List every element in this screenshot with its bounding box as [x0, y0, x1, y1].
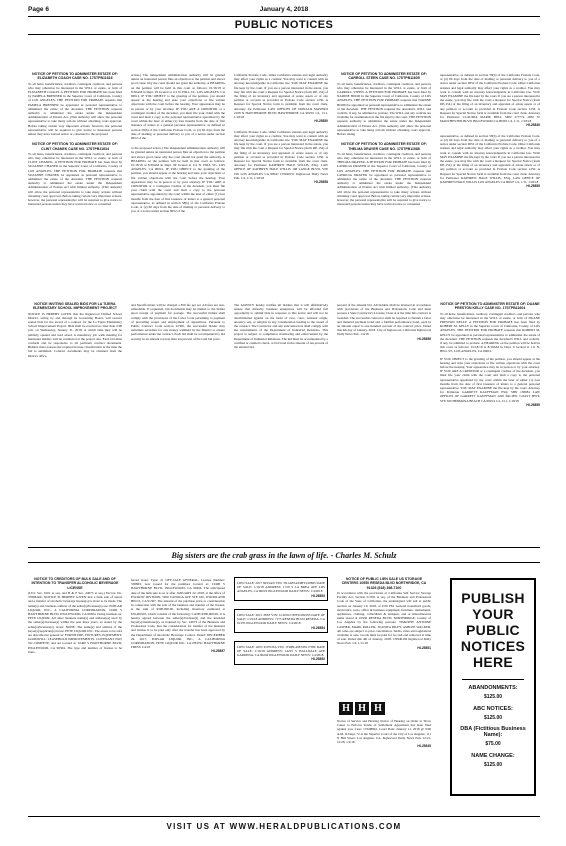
notice-reference: HI-25856 — [417, 336, 431, 341]
notice-body: IF YOU OBJECT to the granting of the petition, you should appear at the hearing and state your objections or file written objections with the court before the hearing. Your appearance may be in person or by your attorney. IF YOU ARE A CREDITOR or a contingent creditor of the decedent, you must file your claim with the court and mail a copy to the personal representative appointed by the court within the later of either (1) four months from the date of first issuance of letters to a general personal representative. YOU MAY EXAMINE the file kept by the court. Attorney for Petitioner GARRETT KAUFFMAN ESQ. SBN 138681 LAW OFFICES OF GARRETT KAUFFMAN 2200 PACIFIC COAST HWY, STE 300 HERMOSA BEACH CA 90254 1/4, 1/11, 1/18/18 — [440, 356, 540, 403]
notice-column — [131, 302, 225, 544]
notice-body: percent of the amount bid. All bidders shall be licensed in accordance with provisions of the Business and Professions Code and must possess a State Contractor's License, Class A at the time this contract is awarded. The successful contractor shall be required to furnish a labor and material payment bond and a faithful performance bond, each in an amount equal to one hundred percent of the contract price. Dated this 4th day of January, 2018. City of Inglewood, California Inglewood Daily News Pub. 1/4/18 — [337, 303, 431, 337]
notice-column — [440, 302, 540, 544]
legal-notice — [28, 142, 122, 206]
notice-reference: HI-25852 — [311, 657, 325, 662]
notice-reference: HI-25855 — [526, 402, 540, 407]
legal-notice — [234, 577, 328, 601]
ad-rate-price: $125.00 — [483, 761, 503, 768]
notice-reference: HI-25851 — [417, 645, 431, 650]
notice-column — [28, 72, 122, 297]
title-rule — [28, 34, 540, 35]
notice-body: The AGENCY hereby notifies all bidders that it will affirmatively ensure that minority business enterprises will be afforded full opportunity to submit bids in response to this notice and will not be discriminated against on the basis of race, color, national origin, ancestry, sex, or religion in any consideration leading to the award of the contract. The Contractor and any subcontractors shall comply with the requirements of the Department of Industrial Relations. This project is subject to compliance monitoring and enforcement by the Department of Industrial Relations. The bid must be accompanied by a certified or cashier's check, or bid bond in the amount of ten percent of the amount bid. — [234, 303, 328, 350]
ad-headline-line: PUBLISH — [461, 590, 525, 606]
notice-column — [234, 302, 328, 544]
ad-headline-line: HERE — [472, 654, 514, 670]
ad-rates — [452, 685, 534, 768]
legal-notice — [131, 146, 225, 213]
legal-notice — [440, 73, 540, 128]
notice-title: NOTICE TO CREDITORS OF BULK SALE AND OF INTENTION TO TRANSFER ALCOHOLIC BEVERAGE LICENSE — [31, 577, 119, 590]
notice-body: Notice of Service and Hearing Notice of Hearing on Order to Show Cause to Enforce Terms of Settlement Agreement has been filed against you. Case: 17K08842. Court Date: January 11, 2018 @ 9:00 A.M. in Dept. 72 at the Superior Court of the City of Los Angeles, 111 N Hill Street, Los Angeles, CA. Inglewood Daily News Pub. 12/21, 12/28, 1/4/18 — [337, 719, 431, 745]
legal-notice — [28, 302, 122, 358]
herald-h-logo — [355, 702, 369, 715]
notice-column — [440, 72, 540, 297]
herald-h-logo — [339, 702, 353, 715]
legal-notice — [131, 303, 225, 341]
notice-column — [337, 302, 431, 544]
legal-notice — [234, 73, 328, 124]
notice-title: NOTICE OF PETITION TO ADMINISTER ESTATE OF: DUANE PRESTON KELLY CASE NO. 17STPB11604 — [440, 302, 540, 311]
legal-notice — [337, 719, 431, 749]
notice-body: To all heirs, beneficiaries, creditors, contingent creditors, and persons who may otherwise be interested in the WILL or estate, or both of ELIZABETH COACH. A PETITION FOR PROBATE has been filed by PAMELA BRENNER in the Superior Court of California, County of LOS ANGELES. THE PETITION FOR PROBATE requests that PAMELA BRENNER be appointed as personal representative to administer the estate of the decedent. THE PETITION requests authority to administer the estate under the Independent Administration of Estates Act. (This authority will allow the personal representative to take many actions without obtaining court approval. Before taking certain very important actions, however, the personal representative will be required to give notice to interested persons unless they have waived notice or consented to the proposed — [28, 81, 122, 137]
header-rule — [28, 16, 540, 17]
notice-body: LIEN SALE: 2003 TOYOTA VIN: JTDBL40E539117580 DATE OF SALE: 1/19/18 ADDRESS: 14201 S HALLDALE AVE GARDENA, CA 90249 INGLEWOOD DAILY NEWS: 1/4/2018 — [237, 644, 325, 658]
ad-divider — [462, 679, 524, 680]
ad-headline-line: YOUR — [472, 606, 514, 622]
footer-rule — [28, 816, 540, 817]
legal-notice — [131, 73, 225, 140]
notice-body: To all heirs, beneficiaries, creditors, contingent creditors, and persons who may otherwise be interested in the WILL or estate, or both of CLINT CHANEK. A PETITION FOR PROBATE has been filed by SUZANNE CHANEK in the Superior Court of California, County of LOS ANGELES. THE PETITION FOR PROBATE requests that SUZANNE CHANEK be appointed as personal representative to administer the estate of the decedent. THE PETITION requests authority to administer the estate under the Independent Administration of Estates Act with limited authority. (This authority will allow the personal representative to take many actions without obtaining court approval. Before taking certain very important actions, however, the personal representative will be required to give notice to interested persons unless they have waived notice or consented — [28, 151, 122, 207]
notice-reference: HI-25853 — [311, 593, 325, 598]
notice-reference: HI-25859 — [526, 184, 540, 189]
footer-url[interactable]: VISIT US AT WWW.HERALDPUBLICATIONS.COM — [166, 822, 402, 831]
legal-notice — [131, 578, 225, 654]
notice-title: NOTICE OF PETITION TO ADMINISTER ESTATE OF: ELIZABETH COACH CASE NO. 17STPB11616 — [32, 72, 118, 81]
notice-body: NOTICE IS HEREBY GIVEN that the Inglewood Unified School District, acting by and through its Governing Board, will receive sealed bids for the award of a contract for the La Tijera Elementary School Improvement Project. Bids shall be received no later than 2:00 p.m. on Wednesday, January 31, 2018, at which time they will be publicly opened and read aloud. A mandatory job walk meeting for interested bidders will be conducted at the project site. Each bid must conform and be responsive to all pertinent contract documents. Bidders must possess the required license classification at the time the bid is submitted. Contract documents may be obtained from the District office. — [28, 311, 122, 358]
ad-rate-price: $125.00 — [483, 694, 503, 700]
ad-headline-line: NOTICES — [460, 638, 526, 654]
notice-body: LIEN SALE: 2015 JEEP VIN: 1C4NJCCB7FD182595 DATE OF SALE: 1/19/18 ADDRESS: 7175 RESEDA BLVD RESEDA, CA 91335 INGLEWOOD DAILY NEWS: 1/4/2018 — [237, 612, 325, 626]
notice-body: representative, as defined in section 58(b) of the California Probate Code, or (2) 60 days from the date of mailing or personal delivery to you of a notice under section 9052 of the California Probate Code. Other California statutes and legal authority may affect your rights as a creditor. You may want to consult with an attorney knowledgeable in California law. YOU MAY EXAMINE the file kept by the court. If you are a person interested in the estate, you may file with the court a Request for Special Notice (form DE-154) of the filing of an inventory and appraisal of estate assets or of any petition or account as provided in Probate Code section 1250. A Request for Special Notice form is available from the court clerk. Attorney for Petitioner CLAUDIA MARIE BELL SBN 277774 2850 W MANCHESTER BLVD INGLEWOOD CA 90305 1/4, 1/11, 1/18/18 — [440, 73, 540, 124]
legal-notice — [337, 303, 431, 341]
notice-column — [131, 72, 225, 297]
notice-column — [28, 577, 122, 812]
notice-body: LIEN SALE: 2017 NISSAN VIN: 3N1AB7AP4HY220895 DATE OF SALE: 1/19/18 ADDRESS: 1720 S LA BREA AVE LOS ANGELES, CA 90019 INGLEWOOD DAILY NEWS: 1/4/2018 — [237, 581, 325, 594]
publish-notices-ad — [450, 578, 536, 796]
legal-notice — [440, 134, 540, 189]
notice-body: In accordance with the provisions of California Self Service Storage Facility Act, Section 21700, et seq. of the Business and Professions Code of the State of California, the undersigned will sell at public auction on January 19, 2018, at 2:00 PM. General household goods, electronics, tools, office & business equipment, furniture, instruments, appliances, clothing, collectibles & antiques, and or miscellaneous items stored at 10950 RESEDA BLVD, NORTHRIDGE, County of Los Angeles by the following persons: TIMOTHY ANTOINE LASHER, MARK ROLLER, JUANITA RILEY, ASHLEE WALKER. All sales are subject to prior cancellation. Terms, rules and regulations available at sale. Goods must be paid for in cash and removed at time of sale. Dated this 4th of January, 2018. CN940192 Inglewood Daily News Pub. 1/4, 1/11/18 — [337, 590, 431, 646]
section-title: PUBLIC NOTICES — [234, 19, 334, 31]
notice-title: NOTICE OF PETITION TO ADMINISTER ESTATE OF: CARROLL STEEN CASE NO. 17STPB11605 — [341, 72, 427, 81]
service-notice-column — [337, 700, 431, 810]
notice-column — [337, 72, 431, 297]
notice-column — [337, 577, 431, 697]
notice-title: NOTICE OF PETITION TO ADMINISTER ESTATE OF: CLINT CHANEK CASE NO. 17STPB11634 — [32, 142, 118, 151]
notice-title: NOTICE INVITING SEALED BIDS FOR LA TIJERA ELEMENTARY SCHOOL IMPROVEMENT PROJECT — [32, 302, 118, 311]
notice-column — [131, 577, 225, 812]
notice-body: To all heirs, beneficiaries, creditors, contingent creditors, and persons who may otherwise be interested in the WILL or estate, or both of THELMA DRAYER. A PETITION FOR PROBATE has been filed by LATRICIA DRAYER in the Superior Court of California, County of LOS ANGELES. THE PETITION FOR PROBATE requests that LATRICIA DRAYER be appointed as personal representative to administer the estate of the decedent. THE PETITION requests authority to administer the estate under the Independent Administration of Estates Act with limited authority. (This authority will allow the personal representative to take many actions without obtaining court approval. Before taking certain very important actions, however, the personal representative will be required to give notice to interested persons unless they have waived notice or consented — [337, 151, 431, 207]
notice-body: (UCC Sec. 6101 et seq. and B & P Sec. 24073 et seq.) Escrow No. 37806-RK. NOTICE IS HEREBY GIVEN that a bulk sale of assets and a transfer of alcoholic beverage license(s) is about to be made. The name(s) and business address of the seller(s)/licensee(s) are: POPLAR LIQUOR, INC., A CALIFORNIA CORPORATION, 10400 S HAWTHORNE BLVD, INGLEWOOD, CA 90304. Doing business as: PETE LIQUOR. All other business name(s) and address(es) used by the seller(s)/licensee(s) within the past three years, as stated by the seller(s)/licensee(s), is/are: NONE. The name(s) and address of the buyer(s)/applicant(s) is/are: PETE LIQUOR INC. The assets to be sold are described in general as: FURNITURE, FIXTURES, EQUIPMENT, GOODWILL, LEASEHOLD IMPROVEMENTS, COVENANT NOT TO COMPETE, and are located at: 10400 S HAWTHORNE BLVD, INGLEWOOD, CA 90304. The type and number of license to be trans- — [28, 590, 122, 654]
notice-reference: HI-25858 — [314, 179, 328, 184]
notice-body: To all heirs, beneficiaries, creditors, contingent creditors, and persons who may otherwise be interested in the WILL or estate, or both of DUANE PRESTON KELLY. A PETITION FOR PROBATE has been filed by ROBERT M. KELLY in the Superior Court of California, County of LOS ANGELES. THE PETITION FOR PROBATE requests that ROBERT M. KELLY be appointed as personal representative to administer the estate of the decedent. THE PETITION requests the decedent's WILL and codicils, if any, be admitted to probate. A HEARING on the petition will be held in this court as follows: 01/18/18 at 8:30AM in Dept. 9 located at 111 N. HILL ST., LOS ANGELES, CA 90012. — [440, 311, 540, 354]
legal-notice — [234, 609, 328, 633]
ad-headline-line: PUBLIC — [466, 622, 520, 638]
legal-notice — [28, 577, 122, 654]
notice-body: and Specifications will be charged a $50 fee per set. All fees are non-refundable. If requested, bid documents may be mailed to the bidder upon receipt of payment for postage. The successful bidder shall comply with the provisions of the Labor Code pertaining to payment of prevailing wages and employment of apprentices. Pursuant to Public Contract Code section 22300, the successful bidder may substitute securities for any money withheld by the District to ensure performance under the contract. Each bid shall be accompanied by bid security in an amount not less than ten percent of the total bid price. — [131, 303, 225, 341]
logo-letter: H — [342, 703, 350, 714]
notice-body: action.) The independent administration authority will be granted unless an interested person files an objection to the petition and shows good cause why the court should not grant the authority. A HEARING on the petition will be held in this court as follows: 01/16/18 at 8:30AM in Dept. 29 located at 111 N. HILL ST., LOS ANGELES, CA 90012. IF YOU OBJECT to the granting of the petition, you should appear at the hearing and state your objections or file written objections with the court before the hearing. Your appearance may be in person or by your attorney. IF YOU ARE A CREDITOR or a contingent creditor of the decedent, you must file your claim with the court and mail a copy to the personal representative appointed by the court within the later of either (1) four months from the date of first issuance of letters to a general personal representative, as defined in section 58(b) of the California Probate Code, or (2) 60 days from the date of mailing or personal delivery to you of a notice under section 9052 of the — [131, 73, 225, 141]
herald-logos — [339, 702, 431, 715]
ad-rate-price: $75.00 — [485, 741, 501, 747]
issue-date: January 4, 2018 — [259, 6, 309, 13]
legal-notice — [337, 142, 431, 206]
notice-body: To all heirs, beneficiaries, creditors, contingent creditors, and persons who may otherwise be interested in the WILL or estate, or both of CARROLL STEEN. A PETITION FOR PROBATE has been filed by NADINE HOOD in the Superior Court of California, County of LOS ANGELES. THE PETITION FOR PROBATE requests that NADINE HOOD be appointed as personal representative to administer the estate of the decedent. THE PETITION requests the decedent's WILL and codicils, if any, be admitted to probate. The WILL and any codicils are available for examination in the file kept by the court. THE PETITION requests authority to administer the estate under the Independent Administration of Estates Act. (This authority will allow the personal representative to take many actions without obtaining court approval. Before taking — [337, 81, 431, 137]
legal-notice — [440, 357, 540, 408]
legal-notice — [234, 641, 328, 665]
ad-rate-label: ABC NOTICES: — [473, 705, 513, 712]
ad-headline — [452, 590, 534, 670]
notice-body: California Probate Code. Other California statutes and legal authority may affect your rights as a creditor. You may want to consult with an attorney knowledgeable in California law. YOU MAY EXAMINE the file kept by the court. If you are a person interested in the estate, you may file with the court a Request for Special Notice (form DE-154) of the filing of an inventory and appraisal of estate assets or of any petition or account as provided in Probate Code section 1250. A Request for Special Notice form is available from the court clerk. Attorney for Petitioner LAW OFFICES OF DONALD MAYERO 2108 N HAWTHORNE BLVD HAWTHORNE CA 90250 1/4, 1/11, 1/18/18 — [234, 73, 328, 120]
notice-body: to the proposed action.) The independent administration authority will be granted unless an interested person files an objection to the petition and shows good cause why the court should not grant the authority. A HEARING on the petition will be held in this court as follows: 01/18/18 at 8:30AM in Dept. 99 located at 111 N. HILL ST., LOS ANGELES, CA 90012. IF YOU OBJECT to the granting of the petition, you should appear at the hearing and state your objections or file written objections with the court before the hearing. Your appearance may be in person or by your attorney. IF YOU ARE A CREDITOR or a contingent creditor of the decedent, you must file your claim with the court and mail a copy to the personal representative appointed by the court within the later of either (1) four months from the date of first issuance of letters to a general personal representative, as defined in section 58(b) of the California Probate Code, or (2) 60 days from the date of mailing or personal delivery to you of a notice under section 9052 of the — [131, 146, 225, 214]
legal-notice — [337, 72, 431, 136]
notice-body: representative, as defined in section 58(b) of the California Probate Code, or (2) 60 days from the date of mailing or personal delivery to you of a notice under section 9052 of the California Probate Code. Other California statutes and legal authority may affect your rights as a creditor. You may want to consult with an attorney knowledgeable in California law. YOU MAY EXAMINE the file kept by the court. If you are a person interested in the estate, you may file with the court a Request for Special Notice (form DE-154) of the filing of an inventory and appraisal of estate assets or of any petition or account as provided in Probate Code section 1250. A Request for Special Notice form is available from the court clerk. Attorney for Petitioner KATHRYN HALE WILLIS, ESQ. LAW OFFICE OF KATHRYN HALE WILLIS LOS ANGELES CA 90047 1/4, 1/11, 1/18/18 — [440, 133, 540, 184]
notice-column — [234, 72, 328, 297]
page-number: Page 6 — [28, 6, 49, 13]
legal-notice — [337, 577, 431, 650]
notice-body: ferred is/are: Type: 21 OFF-SALE GENERAL, License Number: 538863, now issued for the premises located at: 10400 S HAWTHORNE BLVD, INGLEWOOD, CA 90304. The anticipated date of the bulk sale is on or after JANUARY 22, 2018, at the office of ESCROW DIVISION, 5950 CANOGA AVE STE 100, WOODLAND HILLS, CA 91367. The amount of the purchase price or consideration in connection with the sale of the business and transfer of the license, is the sum of $300,000.00, including inventory estimated at $70,000.00, which consists of the following: CASH $300,000.00. It is hereby agreed between the seller(s)/licensee(s) and the intended buyer(s)/transferee(s), as required by Sec. 24073 of the Business and Professions Code, that the consideration for transfer of the business and license is to be paid only after the transfer has been approved by the Department of Alcoholic Beverage Control. Dated: DECEMBER 29, 2017. POPLAR LIQUOR, INC., A CALIFORNIA CORPORATION. PETE LIQUOR INC. LA1784791 HAWTHORNE PRESS 1/4/18 — [131, 578, 225, 650]
logo-letter: H — [374, 703, 382, 714]
ad-rate-price: $125.00 — [483, 714, 503, 721]
notice-body: California Probate Code. Other California statutes and legal authority may affect your rights as a creditor. You may want to consult with an attorney knowledgeable in California law. YOU MAY EXAMINE the file kept by the court. If you are a person interested in the estate, you may file with the court a Request for Special Notice (form DE-154) of the filing of an inventory and appraisal of estate assets or of any petition or account as provided in Probate Code section 1250. A Request for Special Notice form is available from the court clerk. Attorney for Petitioner KATHRYN HALE WILLIS, ESQ. LAW OFFICE OF KATHRYN HALE WILLIS 108 LANGE BLVD, STE 100 LOS ANGELES CA 90047 CN940151 Inglewood Daily News Pub. 1/4, 1/11, 1/18/18 — [234, 129, 328, 180]
notice-title: NOTICE OF PUBLIC LIEN SALE US STORAGE CENTERS 10950 RESEDA BLVD NORTHRIDGE, CA 91326 (818) 368-7100 — [341, 577, 427, 590]
notice-title: NOTICE OF PETITION TO ADMINISTER ESTATE OF: THELMA DRAYER CASE NO. 17STPB11588 — [341, 142, 427, 151]
legal-notice — [234, 303, 328, 349]
quote-text: Big sisters are the crab grass in the lawn of life. - Charles M. Schulz — [171, 550, 397, 560]
legal-notice — [28, 72, 122, 136]
notice-reference: HI-25850 — [314, 119, 328, 124]
herald-h-logo — [371, 702, 385, 715]
ad-rate-label: DBA (Fictitious Business Name): — [460, 726, 526, 738]
quote-band — [28, 547, 540, 563]
ad-rate-label: NAME CHANGE: — [471, 752, 515, 759]
notice-reference: HI-25849 — [526, 123, 540, 128]
legal-notice — [440, 302, 540, 354]
ad-rate-label: ABANDONMENTS: — [468, 685, 518, 691]
notice-reference: HI-25854 — [311, 625, 325, 630]
legal-notice — [234, 130, 328, 185]
notice-column — [234, 577, 328, 812]
logo-letter: H — [358, 703, 366, 714]
notice-reference: HI-25845 — [417, 744, 431, 749]
notice-column — [28, 302, 122, 544]
notice-reference: HI-25857 — [211, 649, 225, 654]
